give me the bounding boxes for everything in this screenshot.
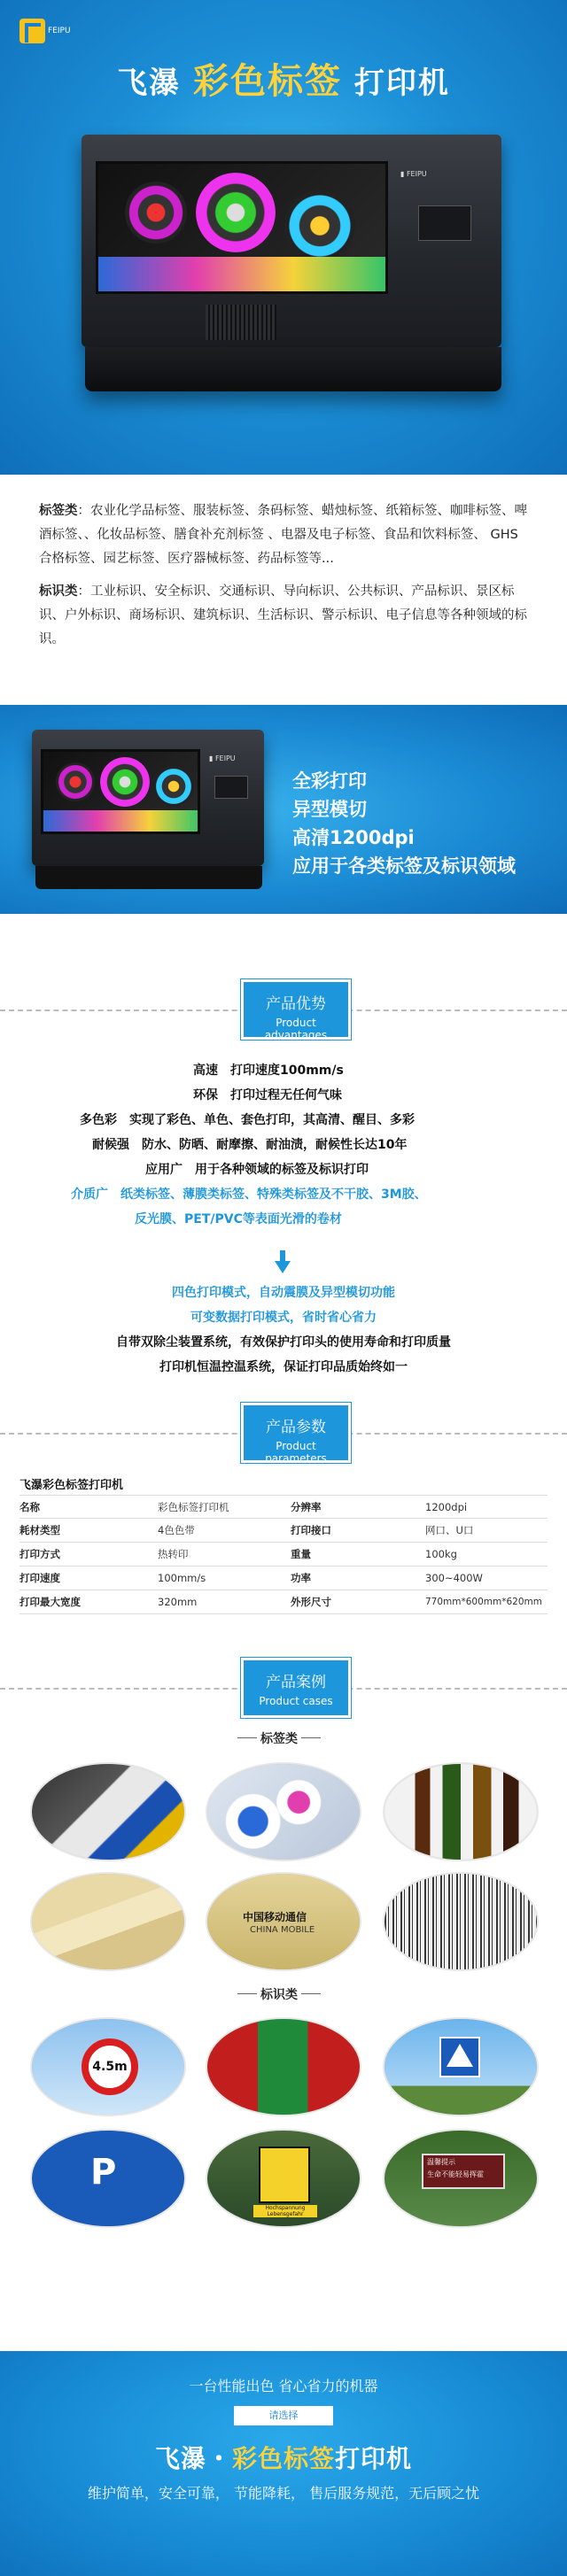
feature-item: 全彩打印	[292, 770, 367, 792]
advantage-value: 打印速度100mm/s	[230, 1064, 344, 1078]
param-value: 热转印	[158, 1548, 189, 1560]
printer-small-panel	[214, 776, 248, 799]
logo-text: FEIPU	[48, 26, 71, 35]
footer-title-part1: 飞瀑・	[154, 2444, 232, 2473]
advantage-key: 应用广	[145, 1163, 183, 1177]
sign-types-heading: 标识类	[39, 584, 78, 599]
param-value: 网口、U口	[425, 1524, 474, 1536]
advantage-extra-line: 四色打印模式，自动震膜及异型模切功能	[172, 1286, 395, 1300]
footer-tagline: 维护简单，安全可靠， 节能降耗， 售后服务规范，无后顾之忧	[87, 2485, 480, 2502]
advantage-key: 介质广	[71, 1187, 108, 1202]
feature-item: 应用于各类标签及标识领域	[292, 855, 516, 877]
case-category-labels: 标签类	[237, 1729, 321, 1747]
hero-title-part1: 飞瀑	[117, 66, 182, 101]
footer-title-part2: 打印机	[335, 2444, 413, 2473]
advantage-row	[193, 1061, 344, 1079]
param-key: 打印方式	[19, 1548, 60, 1560]
advantage-row	[92, 1135, 407, 1153]
case-image-safety-signs[interactable]	[206, 2017, 361, 2116]
sign-types-text: ：工业标识、安全标识、交通标识、导向标识、公共标识、产品标识、景区标识、户外标识、商场标识、建筑标识、生活标识、警示标识、电子信息等各种领域的标识。	[39, 584, 527, 646]
param-key: 功率	[291, 1572, 311, 1584]
brand-logo[interactable]	[19, 18, 71, 44]
advantages-extra	[0, 1280, 567, 1380]
cases-header-box	[241, 1658, 351, 1718]
footer-banner	[0, 2351, 567, 2576]
advantage-extra-line: 可变数据打印模式，省时省心省力	[190, 1311, 377, 1325]
table-row	[19, 1519, 548, 1543]
printer-base	[85, 347, 501, 391]
params-header-en: Product parameters	[265, 1440, 327, 1465]
advantage-row	[135, 1210, 342, 1227]
advantage-value: 反光膜、PET/PVC等表面光滑的卷材	[135, 1212, 342, 1226]
choose-button[interactable]: 请选择	[234, 2406, 333, 2425]
cases-header-en: Product cases	[259, 1695, 333, 1707]
table-row	[19, 1566, 548, 1590]
param-value: 100kg	[425, 1548, 457, 1560]
case-image-guide-sign[interactable]	[383, 2129, 539, 2228]
advantage-row	[193, 1086, 342, 1103]
printer-window	[96, 161, 388, 294]
param-key: 打印最大宽度	[19, 1596, 81, 1608]
case-text-guide: 生命不能轻易挥霍	[427, 2170, 484, 2178]
feature-list	[292, 767, 516, 880]
advantages-header-box	[241, 979, 351, 1040]
hero-banner	[0, 0, 567, 475]
printer-small-image	[32, 730, 264, 866]
advantage-row	[145, 1160, 369, 1178]
advantage-key: 环保	[193, 1088, 218, 1102]
case-image-china-mobile[interactable]	[206, 1872, 361, 1971]
advantage-value: 用于各种领域的标签及标识打印	[195, 1163, 369, 1177]
case-image-height-sign[interactable]	[30, 2017, 186, 2116]
label-types-heading: 标签类	[39, 504, 78, 518]
printer-image	[82, 135, 501, 347]
case-image-warning-sign[interactable]	[206, 2129, 361, 2228]
advantages-header-en: Product advantages	[264, 1017, 328, 1041]
cases-header-zh: 产品案例	[266, 1674, 326, 1691]
advantage-value: 防水、防晒、耐摩擦、耐油渍，耐候性长达10年	[142, 1138, 408, 1152]
hero-title-highlight: 彩色标签	[193, 61, 342, 102]
logo-mark-icon	[19, 19, 45, 43]
param-value: 100mm/s	[158, 1572, 206, 1584]
printer-small-badge: ▮ FEIPU	[209, 754, 236, 762]
advantage-key: 耐候强	[92, 1138, 129, 1152]
param-value: 320mm	[158, 1596, 198, 1608]
case-text-height-limit: 4.5m	[82, 2038, 138, 2095]
intro-section	[0, 475, 567, 705]
advantage-extra-line: 打印机恒温控温系统，保证打印品质始终如一	[159, 1360, 408, 1374]
param-key: 耗材类型	[19, 1524, 60, 1536]
case-text-warning: Hochspannung Lebensgefahr	[253, 2205, 317, 2217]
case-image-label-tapes[interactable]	[30, 1762, 186, 1861]
params-header-zh: 产品参数	[266, 1419, 326, 1436]
case-text-guide-title: 温馨提示	[427, 2158, 455, 2166]
advantage-extra-line: 自带双除尘装置系统，有效保护打印头的使用寿命和打印质量	[116, 1335, 451, 1350]
advantage-row	[80, 1110, 415, 1128]
param-value: 4色色带	[158, 1524, 195, 1536]
advantage-row	[71, 1185, 427, 1203]
case-image-barcode-roll[interactable]	[383, 1872, 539, 1971]
case-image-bottle-labels[interactable]	[383, 1762, 539, 1861]
printer-small-window	[41, 749, 200, 834]
param-value: 1200dpi	[425, 1500, 468, 1513]
label-types-paragraph	[39, 499, 528, 571]
table-row	[19, 1495, 548, 1519]
case-image-crosswalk-sign[interactable]	[383, 2017, 539, 2116]
advantage-value: 实现了彩色、单色、套色打印，其高清、醒目、多彩	[129, 1113, 415, 1127]
hero-title-part2: 打印机	[353, 66, 450, 101]
params-table	[19, 1495, 548, 1614]
case-image-hang-tags[interactable]	[30, 1872, 186, 1971]
param-value: 彩色标签打印机	[158, 1500, 229, 1513]
printer-small-base	[35, 866, 262, 889]
printer-vent	[206, 305, 276, 340]
param-key: 分辨率	[291, 1500, 322, 1513]
params-header	[0, 1403, 567, 1463]
params-header-box	[241, 1403, 351, 1463]
param-key: 重量	[291, 1548, 311, 1560]
param-key: 外形尺寸	[291, 1596, 331, 1608]
label-types-text: ：农业化学品标签、服装标签、条码标签、蜡烛标签、纸箱标签、咖啡标签、啤酒标签、、化妆品标签、膳食补充剂标签 、电器及电子标签、食品和饮料标签、 GHS 合格标签、园艺标签、医疗器械标签、药品标签等...	[39, 504, 527, 566]
case-text-china-mobile-en: CHINA MOBILE	[250, 1925, 315, 1935]
hero-title	[0, 53, 567, 104]
feature-item: 异型模切	[292, 799, 367, 820]
feature-item: 高清1200dpi	[292, 827, 415, 848]
param-key: 打印接口	[291, 1524, 331, 1536]
printer-brand-badge: ▮ FEIPU	[400, 170, 427, 178]
advantages-header	[0, 979, 567, 1040]
case-image-parking-sign[interactable]: P	[30, 2129, 186, 2228]
advantage-value: 纸类标签、薄膜类标签、特殊类标签及不干胶、3M胶、	[120, 1187, 427, 1202]
footer-title-highlight: 彩色标签	[231, 2444, 335, 2473]
param-value: 300~400W	[425, 1572, 483, 1584]
advantage-value: 打印过程无任何气味	[230, 1088, 342, 1102]
footer-subtitle: 一台性能出色 省心省力的机器	[189, 2378, 378, 2394]
case-image-label-rolls[interactable]	[206, 1762, 361, 1861]
advantage-key: 高速	[193, 1064, 218, 1078]
param-key: 打印速度	[19, 1572, 60, 1584]
params-title: 飞瀑彩色标签打印机	[19, 1479, 124, 1492]
down-arrow-icon	[275, 1250, 291, 1273]
advantages-header-zh: 产品优势	[266, 995, 326, 1013]
case-text-china-mobile: 中国移动通信	[243, 1911, 307, 1923]
table-row	[19, 1543, 548, 1566]
sign-types-paragraph	[39, 580, 528, 652]
case-category-signs: 标识类	[237, 1985, 321, 2003]
param-value: 770mm*600mm*620mm	[425, 1597, 542, 1607]
param-key: 名称	[19, 1500, 40, 1513]
printer-control-panel	[418, 205, 471, 241]
feature-banner	[0, 705, 567, 914]
cases-header	[0, 1658, 567, 1718]
advantage-key: 多色彩	[80, 1113, 117, 1127]
footer-title	[0, 2440, 567, 2475]
table-row	[19, 1590, 548, 1614]
